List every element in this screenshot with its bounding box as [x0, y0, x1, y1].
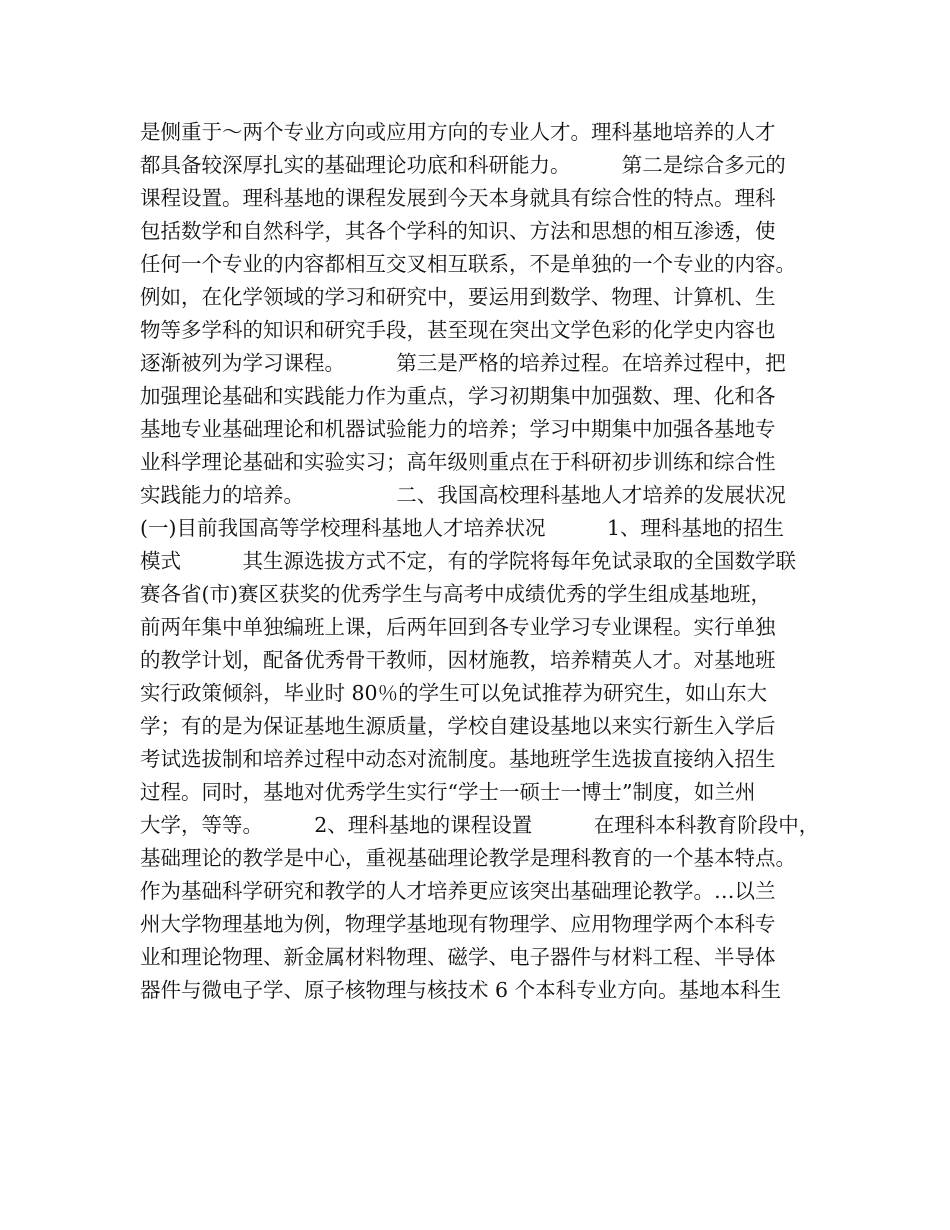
text-line: 大学，等等。 2、理科基地的课程设置 在理科本科教育阶段中， [140, 813, 820, 837]
text-line: 的教学计划，配备优秀骨干教师，因材施教，培养精英人才。对基地班 [140, 648, 776, 672]
text-line: (一)目前我国高等学校理科基地人才培养状况 1、理科基地的招生 [140, 516, 785, 540]
text-line: 实践能力的培养。 二、我国高校理科基地人才培养的发展状况 [140, 483, 786, 507]
text-line: 业科学理论基础和实验实习；高年级则重点在于科研初步训练和综合性 [140, 450, 776, 474]
text-line: 都具备较深厚扎实的基础理论功底和科研能力。 第二是综合多元的 [140, 153, 786, 177]
text-line: 业和理论物理、新金属材料物理、磁学、电子器件与材料工程、半导体 [140, 945, 776, 969]
text-line: 是侧重于～两个专业方向或应用方向的专业人才。理科基地培养的人才 [140, 120, 776, 144]
text-line: 过程。同时，基地对优秀学生实行“学士一硕士一博士”制度，如兰州 [140, 780, 756, 804]
text-line: 基础理论的教学是中心，重视基础理论教学是理科教育的一个基本特点。 [140, 846, 796, 870]
text-line: 包括数学和自然科学，其各个学科的知识、方法和思想的相互渗透，使 [140, 219, 776, 243]
text-line: 逐渐被列为学习课程。 第三是严格的培养过程。在培养过程中，把 [140, 351, 786, 375]
text-line: 模式 其生源选拔方式不定，有的学院将每年免试录取的全国数学联 [140, 549, 796, 573]
text-line: 器件与微电子学、原子核物理与核技术 6 个本科专业方向。基地本科生 [140, 978, 782, 1002]
text-line: 例如，在化学领域的学习和研究中，要运用到数学、物理、计算机、生 [140, 285, 776, 309]
text-line: 前两年集中单独编班上课，后两年回到各专业学习专业课程。实行单独 [140, 615, 776, 639]
text-line: 考试选拔制和培养过程中动态对流制度。基地班学生选拔直接纳入招生 [140, 747, 776, 771]
text-line: 州大学物理基地为例，物理学基地现有物理学、应用物理学两个本科专 [140, 912, 776, 936]
body-text [140, 116, 820, 1007]
text-line: 实行政策倾斜，毕业时 80％的学生可以免试推荐为研究生，如山东大 [140, 681, 768, 705]
text-line: 加强理论基础和实践能力作为重点，学习初期集中加强数、理、化和各 [140, 384, 776, 408]
text-line: 课程设置。理科基地的课程发展到今天本身就具有综合性的特点。理科 [140, 186, 776, 210]
text-line: 基地专业基础理论和机器试验能力的培养；学习中期集中加强各基地专 [140, 417, 776, 441]
text-line: 学；有的是为保证基地生源质量，学校自建设基地以来实行新生入学后 [140, 714, 776, 738]
text-line: 赛各省(市)赛区获奖的优秀学生与高考中成绩优秀的学生组成基地班， [140, 582, 771, 606]
text-line: 任何一个专业的内容都相互交叉相互联系，不是单独的一个专业的内容。 [140, 252, 796, 276]
text-line: 物等多学科的知识和研究手段，甚至现在突出文学色彩的化学史内容也 [140, 318, 776, 342]
text-line: 作为基础科学研究和教学的人才培养更应该突出基础理论教学。…以兰 [140, 879, 776, 903]
